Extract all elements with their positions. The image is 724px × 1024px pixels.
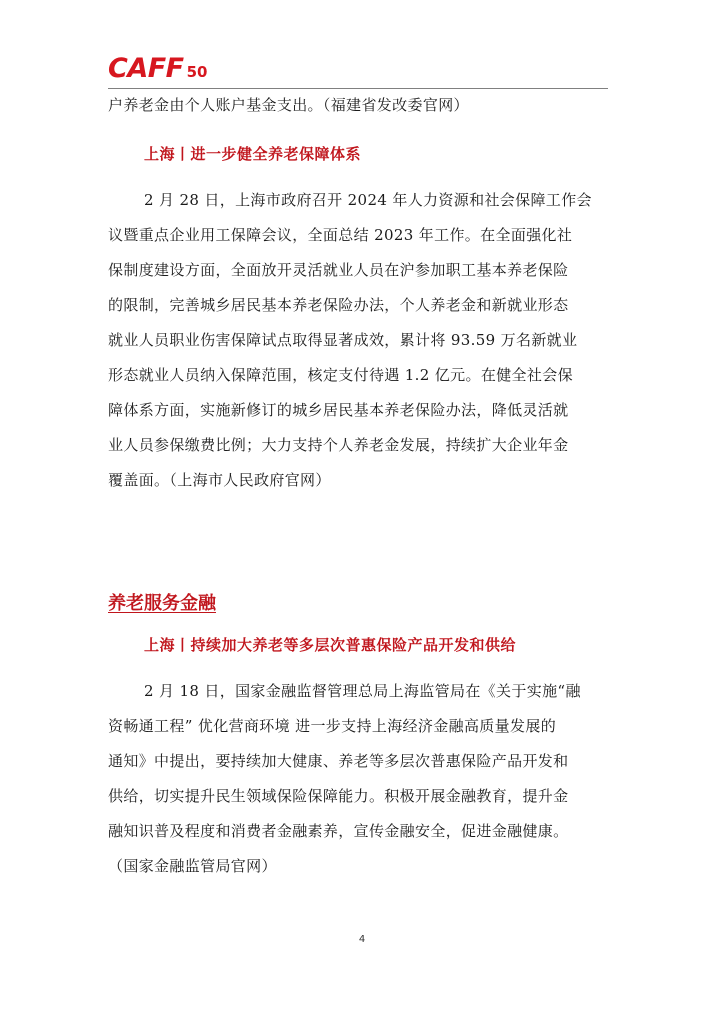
paragraph-line: 覆盖面。（上海市人民政府官网）: [108, 471, 331, 489]
section-title: 养老服务金融: [108, 593, 216, 614]
paragraph-line: 供给，切实提升民生领域保险保障能力。积极开展金融教育，提升金: [108, 787, 569, 805]
paragraph-line: 2 月 28 日，上海市政府召开 2024 年人力资源和社会保障工作会: [144, 191, 592, 209]
page-number: 4: [358, 934, 366, 945]
continuation-paragraph: 户养老金由个人账户基金支出。（福建省发改委官网）: [108, 96, 469, 114]
paragraph-line: 2 月 18 日，国家金融监督管理总局上海监管局在《关于实施“融: [144, 682, 581, 700]
shanghai-insurance-heading: 上海丨持续加大养老等多层次普惠保险产品开发和供给: [144, 636, 517, 654]
paragraph-line: 障体系方面，实施新修订的城乡居民基本养老保险办法，降低灵活就: [108, 401, 569, 419]
shanghai-pension-paragraph: [108, 183, 618, 498]
paragraph-line: 通知》中提出，要持续加大健康、养老等多层次普惠保险产品开发和: [108, 752, 569, 770]
header-divider: [108, 88, 608, 89]
paragraph-line: 议暨重点企业用工保障会议，全面总结 2023 年工作。在全面强化社: [108, 226, 573, 244]
paragraph-line: 融知识普及程度和消费者金融素养，宣传金融安全，促进金融健康。: [108, 822, 569, 840]
logo-number: 50: [186, 63, 208, 81]
paragraph-line: 资畅通工程” 优化营商环境 进一步支持上海经济金融高质量发展的: [108, 717, 557, 735]
shanghai-pension-heading: 上海丨进一步健全养老保障体系: [144, 145, 362, 163]
paragraph-line: 业人员参保缴费比例；大力支持个人养老金发展，持续扩大企业年金: [108, 436, 569, 454]
paragraph-line: （国家金融监管局官网）: [108, 857, 277, 875]
paragraph-line: 保制度建设方面，全面放开灵活就业人员在沪参加职工基本养老保险: [108, 261, 569, 279]
paragraph-line: 就业人员职业伤害保障试点取得显著成效，累计将 93.59 万名新就业: [108, 331, 578, 349]
caff50-logo: [108, 54, 207, 84]
logo-text: CAFF: [108, 53, 184, 84]
paragraph-line: 的限制，完善城乡居民基本养老保险办法，个人养老金和新就业形态: [108, 296, 569, 314]
paragraph-line: 形态就业人员纳入保障范围，核定支付待遇 1.2 亿元。在健全社会保: [108, 366, 573, 384]
shanghai-insurance-paragraph: [108, 674, 618, 884]
